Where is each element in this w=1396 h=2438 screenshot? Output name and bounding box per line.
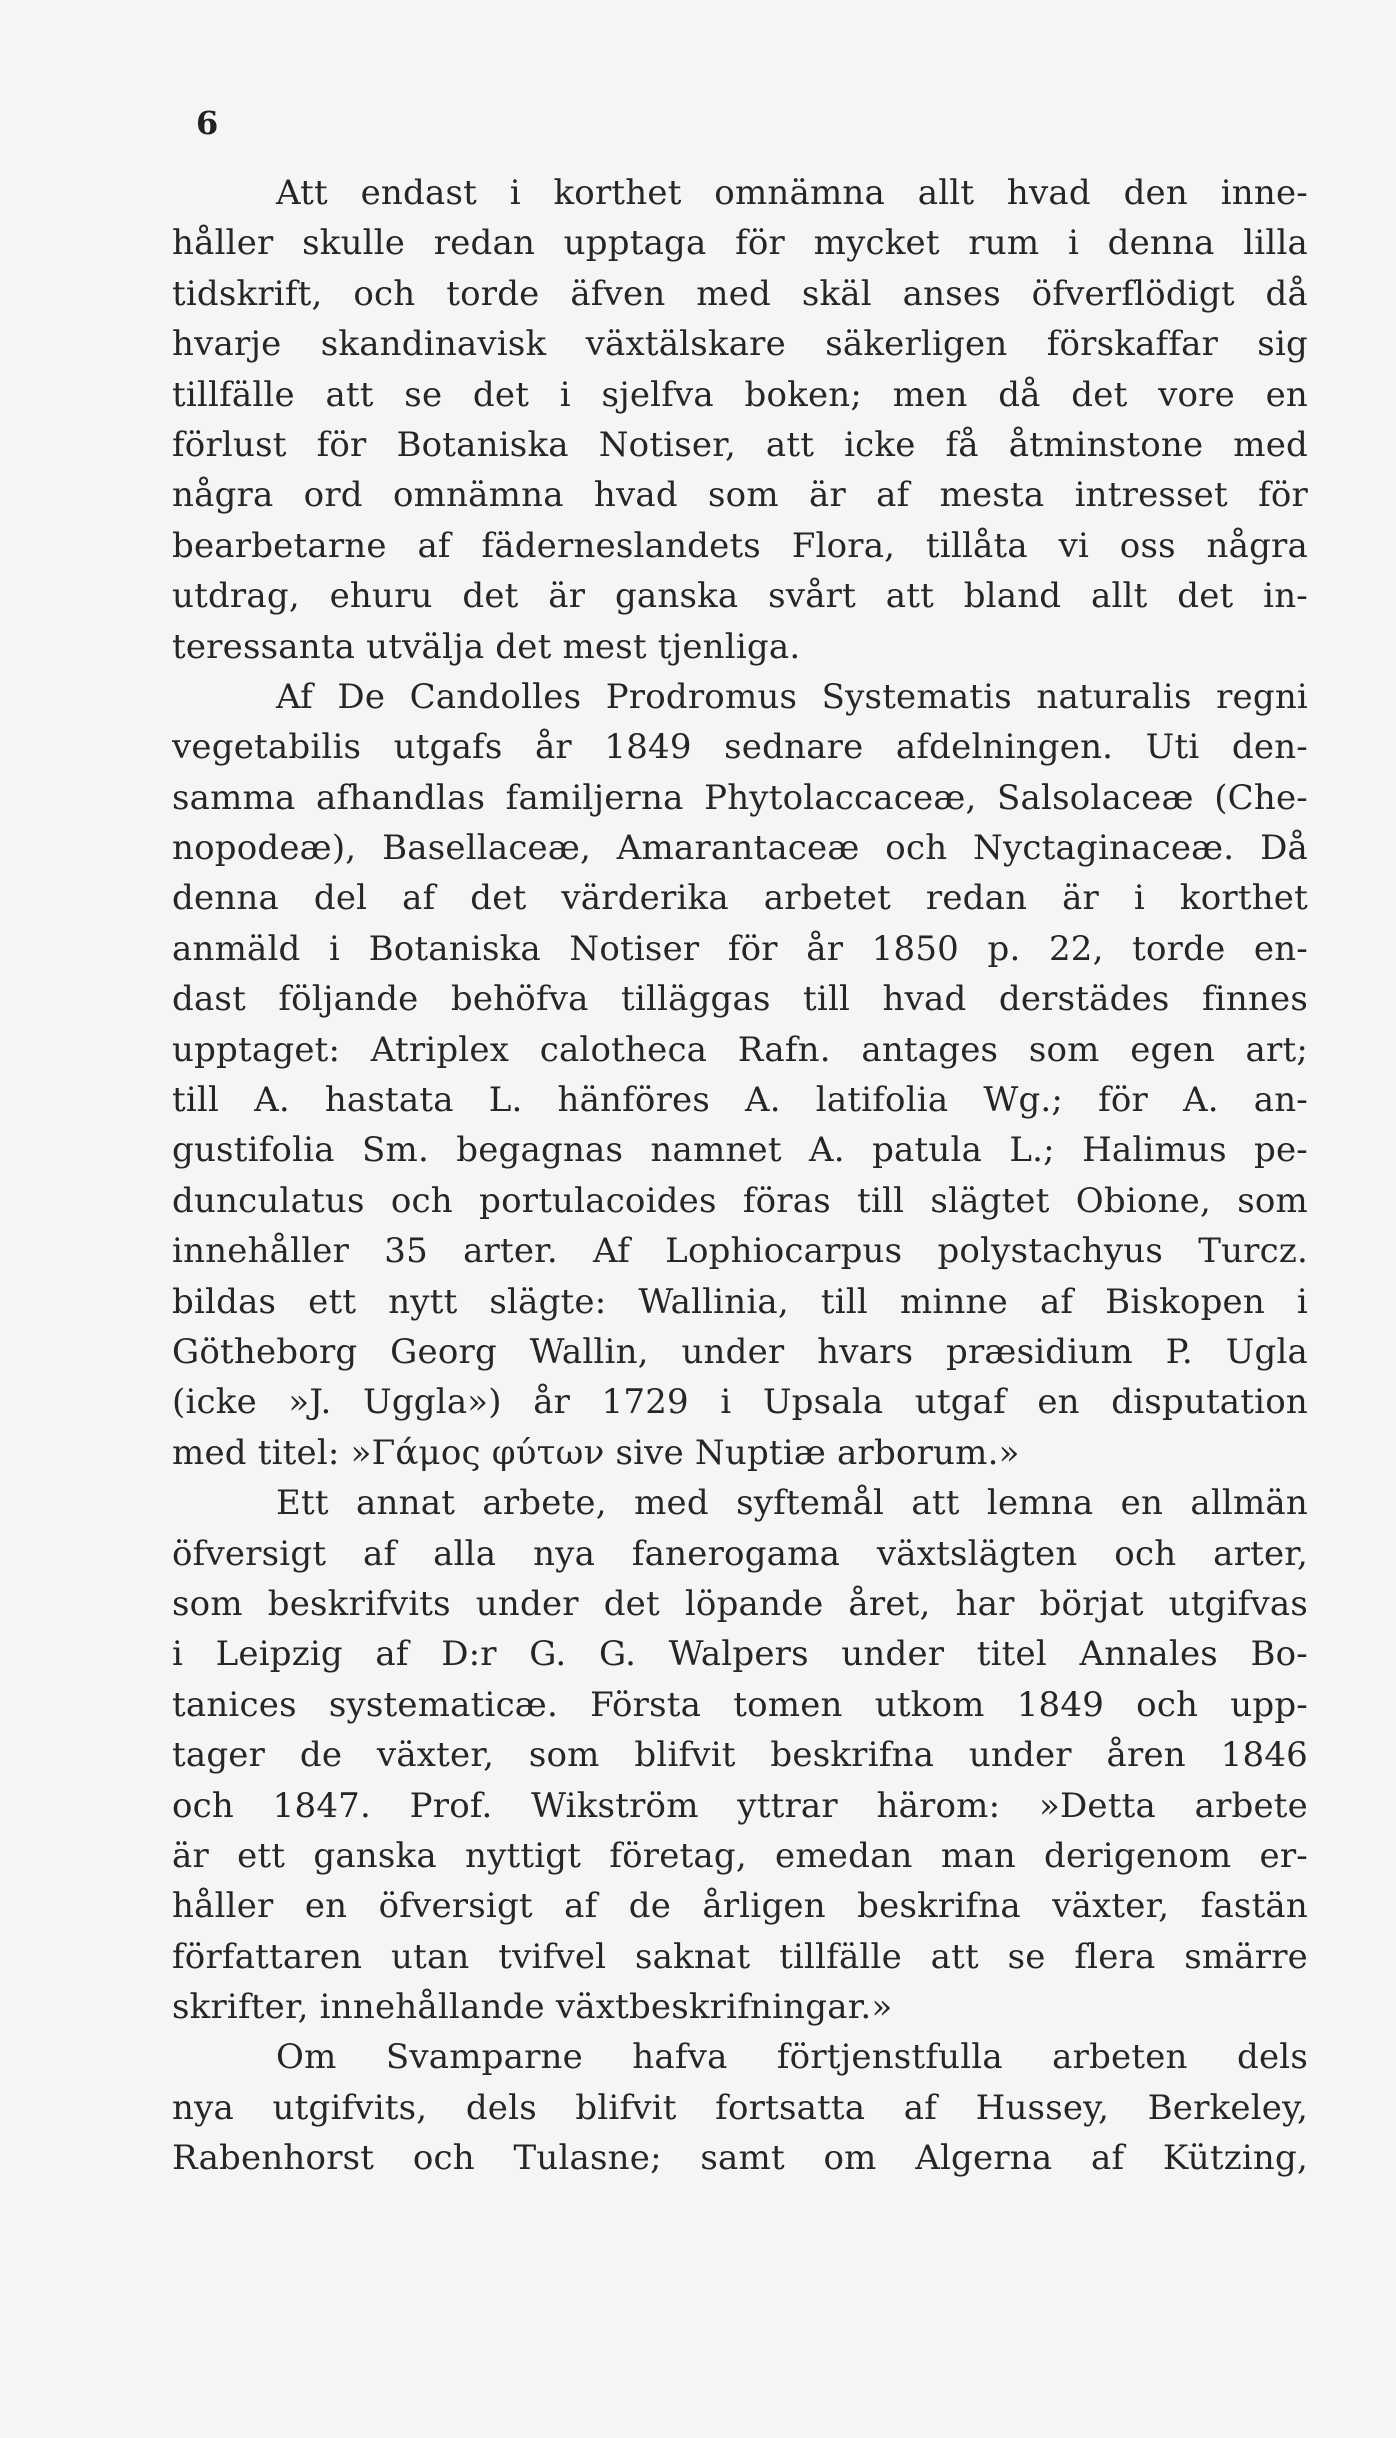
text-line: teressanta utvälja det mest tjenliga. xyxy=(172,626,801,667)
text-line: tidskrift, och torde äfven med skäl anses öfverflödigt då xyxy=(172,273,1308,314)
text-line: upptaget: Atriplex calotheca Rafn. antages som egen art; xyxy=(172,1029,1308,1070)
text-line: författaren utan tvifvel saknat tillfälle att se flera smärre xyxy=(172,1936,1308,1977)
text-line: gustifolia Sm. begagnas namnet A. patula L.; Halimus pe- xyxy=(172,1130,1308,1171)
text-line: förlust för Botaniska Notiser, att icke få åtminstone med xyxy=(172,424,1308,465)
text-line: hvarje skandinavisk växtälskare säkerligen förskaffar sig xyxy=(172,324,1308,365)
text-line: tanices systematicæ. Första tomen utkom 1849 och upp- xyxy=(172,1684,1308,1725)
text-line: som beskrifvits under det löpande året, har börjat utgifvas xyxy=(172,1583,1308,1624)
text-line: Ett annat arbete, med syftemål att lemna en allmän xyxy=(276,1483,1308,1524)
text-line: till A. hastata L. hänföres A. latifolia Wg.; för A. an- xyxy=(172,1080,1308,1121)
text-line: anmäld i Botaniska Notiser för år 1850 p. 22, torde en- xyxy=(172,928,1308,969)
text-line: är ett ganska nyttigt företag, emedan man derigenom er- xyxy=(172,1835,1308,1876)
text-line: Götheborg Georg Wallin, under hvars præsidium P. Ugla xyxy=(172,1331,1308,1372)
text-line: dast följande behöfva tilläggas till hvad derstädes finnes xyxy=(172,979,1308,1020)
text-line: vegetabilis utgafs år 1849 sednare afdelningen. Uti den- xyxy=(172,727,1308,768)
text-line: några ord omnämna hvad som är af mesta intresset för xyxy=(172,475,1308,516)
body-text xyxy=(172,168,1308,2184)
text-line: samma afhandlas familjerna Phytolaccaceæ, Salsolaceæ (Che- xyxy=(172,777,1308,818)
text-line: håller en öfversigt af de årligen beskrifna växter, fastän xyxy=(172,1886,1308,1927)
text-line: bildas ett nytt slägte: Wallinia, till minne af Biskopen i xyxy=(172,1281,1308,1322)
text-line: med titel: »Γάμος φύτων sive Nuptiæ arborum.» xyxy=(172,1432,1020,1473)
text-line: tillfälle att se det i sjelfva boken; men då det vore en xyxy=(172,374,1308,415)
text-line: i Leipzig af D:r G. G. Walpers under titel Annales Bo- xyxy=(172,1634,1308,1675)
text-line: skrifter, innehållande växtbeskrifningar.» xyxy=(172,1987,893,2028)
text-line: och 1847. Prof. Wikström yttrar härom: »Detta arbete xyxy=(172,1785,1308,1826)
text-line: öfversigt af alla nya fanerogama växtslägten och arter, xyxy=(172,1533,1308,1574)
text-line: nopodeæ), Basellaceæ, Amarantaceæ och Nyctaginaceæ. Då xyxy=(172,828,1308,869)
text-line: Om Svamparne hafva förtjenstfulla arbeten dels xyxy=(276,2037,1308,2078)
text-line: tager de växter, som blifvit beskrifna under åren 1846 xyxy=(172,1735,1308,1776)
text-line: Af De Candolles Prodromus Systematis naturalis regni xyxy=(276,676,1308,717)
text-line: denna del af det värderika arbetet redan är i korthet xyxy=(172,878,1308,919)
text-line: dunculatus och portulacoides föras till slägtet Obione, som xyxy=(172,1180,1308,1221)
text-line: utdrag, ehuru det är ganska svårt att bland allt det in- xyxy=(172,576,1308,617)
text-line: Rabenhorst och Tulasne; samt om Algerna af Kützing, xyxy=(172,2138,1308,2179)
text-line: nya utgifvits, dels blifvit fortsatta af Hussey, Berkeley, xyxy=(172,2087,1308,2128)
text-line: innehåller 35 arter. Af Lophiocarpus polystachyus Turcz. xyxy=(172,1231,1308,1272)
text-line: (icke »J. Uggla») år 1729 i Upsala utgaf en disputation xyxy=(172,1382,1308,1423)
text-line: Att endast i korthet omnämna allt hvad den inne- xyxy=(276,173,1308,213)
text-line: bearbetarne af fäderneslandets Flora, tillåta vi oss några xyxy=(172,525,1308,566)
text-line: håller skulle redan upptaga för mycket rum i denna lilla xyxy=(172,223,1308,264)
page-number: 6 xyxy=(196,104,219,142)
